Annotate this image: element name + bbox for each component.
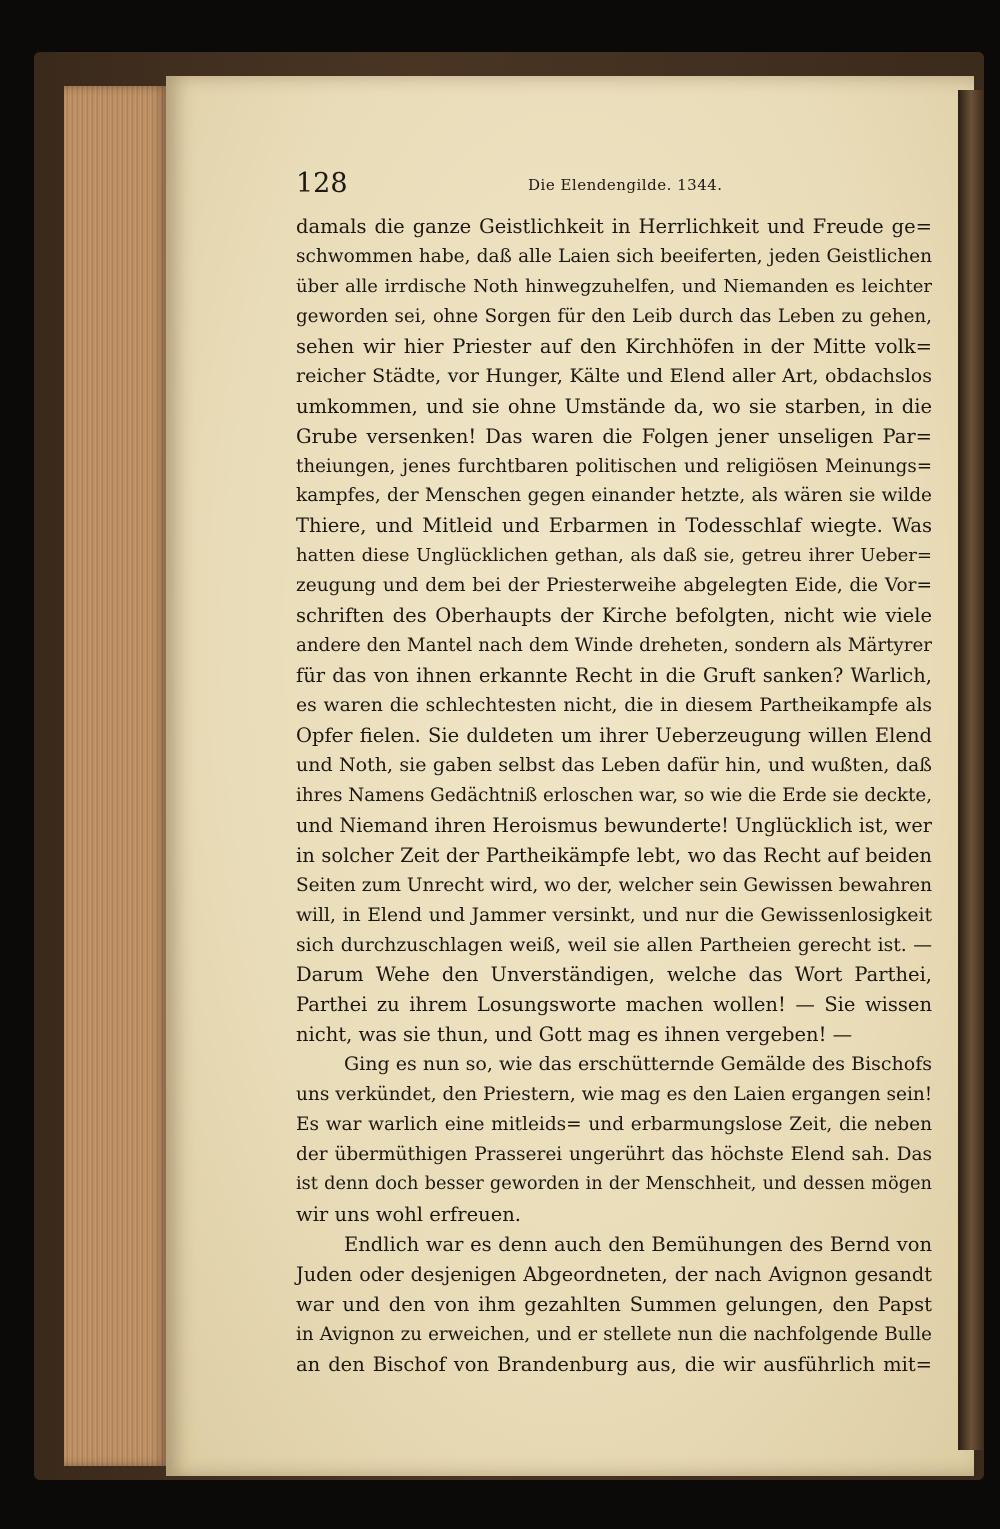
text-line: reicher Städte, vor Hunger, Kälte und Elend aller Art, obdachslos <box>296 364 932 387</box>
text-line: ist denn doch besser geworden in der Menschheit, und dessen mögen <box>296 1174 932 1194</box>
text-line: hatten diese Unglücklichen gethan, als daß sie, getreu ihrer Ueber= <box>296 545 932 567</box>
text-line: an den Bischof von Brandenburg aus, die wir ausführlich mit= <box>296 1352 932 1376</box>
text-line: in Avignon zu erweichen, und er stellete nun die nachfolgende Bulle <box>296 1323 932 1345</box>
text-line: Juden oder desjenigen Abgeordneten, der nach Avignon gesandt <box>296 1262 932 1286</box>
text-line: umkommen, und sie ohne Umstände da, wo sie starben, in die <box>296 394 932 418</box>
page-header <box>296 168 936 204</box>
text-line: Seiten zum Unrecht wird, wo der, welcher sein Gewissen bewahren <box>296 874 932 896</box>
text-line: zeugung und dem bei der Priesterweihe abgelegten Eide, die Vor= <box>296 575 932 597</box>
text-line: Thiere, und Mitleid und Erbarmen in Todesschlaf wiegte. Was <box>296 514 932 538</box>
book-spine-edge <box>958 90 984 1450</box>
text-line: will, in Elend und Jammer versinkt, und nur die Gewissenlosigkeit <box>296 904 932 926</box>
text-line: und Noth, sie gaben selbst das Leben dafür hin, und wußten, daß <box>296 753 932 776</box>
text-line: damals die ganze Geistlichkeit in Herrlichkeit und Freude ge= <box>296 215 932 238</box>
text-line: wir uns wohl erfreuen. <box>296 1202 521 1226</box>
body-text <box>296 212 932 1380</box>
text-line: war und den von ihm gezahlten Summen gelungen, den Papst <box>296 1292 932 1316</box>
text-line: geworden sei, ohne Sorgen für den Leib durch das Leben zu gehen, <box>296 305 932 327</box>
text-line: ihres Namens Gedächtniß erloschen war, so wie die Erde sie deckte, <box>296 784 933 806</box>
text-line: andere den Mantel nach dem Winde dreheten, sondern als Märtyrer <box>296 635 932 657</box>
running-head: Die Elendengilde. 1344. <box>528 176 723 194</box>
page-edges <box>64 86 168 1466</box>
text-line: theiungen, jenes furchtbaren politischen und religiösen Meinungs= <box>296 455 932 477</box>
text-line: über alle irrdische Noth hinwegzuhelfen, und Niemanden es leichter <box>296 275 932 297</box>
text-line: schriften des Oberhaupts der Kirche befolgten, nicht wie viele <box>296 604 932 628</box>
text-line: kampfes, der Menschen gegen einander hetzte, als wären sie wilde <box>296 485 932 507</box>
text-line: Parthei zu ihrem Losungsworte machen wollen! — Sie wissen <box>296 993 932 1017</box>
text-line: uns verkündet, den Priestern, wie mag es den Laien ergangen sein! <box>296 1084 933 1106</box>
text-line: in solcher Zeit der Partheikämpfe lebt, wo das Recht auf beiden <box>296 843 932 867</box>
text-line: Darum Wehe den Unverständigen, welche das Wort Parthei, <box>296 963 932 987</box>
text-line: Es war warlich eine mitleids= und erbarmungslose Zeit, die neben <box>296 1114 932 1136</box>
text-line: Ging es nun so, wie das erschütternde Gemälde des Bischofs <box>344 1053 932 1076</box>
text-line: sich durchzuschlagen weiß, weil sie allen Partheien gerecht ist. — <box>296 934 932 956</box>
text-line: Opfer fielen. Sie duldeten um ihrer Ueberzeugung willen Elend <box>296 723 932 747</box>
text-line: es waren die schlechtesten nicht, die in diesem Partheikampfe als <box>296 695 932 716</box>
text-line: und Niemand ihren Heroismus bewunderte! Unglücklich ist, wer <box>296 813 932 837</box>
page-number: 128 <box>296 168 348 199</box>
text-line: Endlich war es denn auch den Bemühungen des Bernd von <box>344 1232 932 1256</box>
text-line: Grube versenken! Das waren die Folgen jener unseligen Par= <box>296 424 932 448</box>
text-line: schwommen habe, daß alle Laien sich beeiferten, jeden Geistlichen <box>296 245 932 267</box>
text-line: nicht, was sie thun, und Gott mag es ihnen vergeben! — <box>296 1023 853 1047</box>
text-line: sehen wir hier Priester auf den Kirchhöfen in der Mitte volk= <box>296 334 932 358</box>
text-line: der übermüthigen Prasserei ungerührt das höchste Elend sah. Das <box>296 1144 932 1166</box>
text-line: für das von ihnen erkannte Recht in die Gruft sanken? Warlich, <box>296 664 932 688</box>
